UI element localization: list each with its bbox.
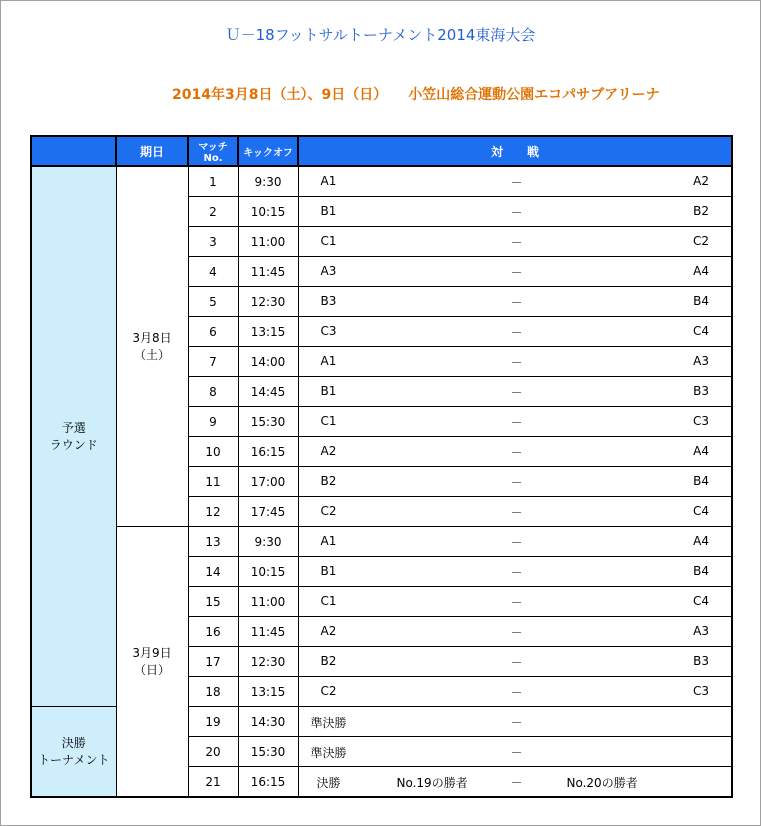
home-team: B2 [320,474,337,488]
away-team: A4 [693,264,709,278]
vs-dash: － [510,176,523,190]
kickoff-time: 11:00 [238,227,298,257]
home-team: B1 [320,384,337,398]
kickoff-time: 15:30 [238,737,298,767]
away-team: B4 [693,474,709,488]
kickoff-time: 14:00 [238,347,298,377]
away-team: C4 [692,594,709,608]
vs-dash: － [510,266,523,280]
vs-dash: － [510,326,523,340]
vs-dash: － [510,656,523,670]
match-number: 13 [188,527,238,557]
kickoff-time: 13:15 [238,677,298,707]
match-number: 19 [188,707,238,737]
schedule-table [30,135,733,798]
away-team: C2 [692,234,709,248]
away-team: B2 [693,204,709,218]
kickoff-time: 12:30 [238,647,298,677]
match-number: 15 [188,587,238,617]
match-pairing [298,407,732,437]
away-team: A4 [693,444,709,458]
vs-dash: － [510,476,523,490]
away-team: C3 [692,414,709,428]
kickoff-time: 10:15 [238,197,298,227]
kickoff-time: 17:45 [238,497,298,527]
kickoff-time: 17:00 [238,467,298,497]
vs-dash: － [510,296,523,310]
match-number: 5 [188,287,238,317]
section-label: ラウンド [49,437,98,452]
match-pairing [298,317,732,347]
header-date: 期日 [116,136,188,166]
home-team: C1 [320,234,337,248]
vs-dash: － [510,626,523,640]
round-label: 準決勝 [310,716,347,730]
match-number: 12 [188,497,238,527]
match-number: 3 [188,227,238,257]
kickoff-time: 13:15 [238,317,298,347]
home-team: A2 [320,624,337,638]
match-pairing [298,557,732,587]
home-team: B1 [320,204,337,218]
date-label: 3月9日 [132,645,172,660]
match-number: 20 [188,737,238,767]
kickoff-time: 14:45 [238,377,298,407]
kickoff-time: 16:15 [238,767,298,798]
date-label: 3月8日 [132,330,172,345]
vs-dash: － [510,566,523,580]
winner-left: No.19の勝者 [396,776,468,790]
header-corner-cell [31,136,116,166]
match-pairing [298,437,732,467]
match-pairing [298,377,732,407]
home-team: A1 [320,534,337,548]
away-team: A3 [693,354,709,368]
kickoff-time: 11:45 [238,617,298,647]
header-match: 対 戦 [298,136,732,166]
vs-dash: － [510,506,523,520]
match-pairing [298,467,732,497]
header-row [31,136,732,166]
home-team: C2 [320,684,337,698]
event-subtitle: 2014年3月8日（土）、9日（日） 小笠山総合運動公園エコパサブアリーナ [172,87,660,103]
kickoff-time: 14:30 [238,707,298,737]
vs-dash: － [510,416,523,430]
match-pairing [298,257,732,287]
vs-dash: － [510,776,523,790]
vs-dash: － [510,536,523,550]
vs-dash: － [510,236,523,250]
kickoff-time: 12:30 [238,287,298,317]
away-team: C3 [692,684,709,698]
home-team: C1 [320,414,337,428]
match-number: 10 [188,437,238,467]
away-team: B4 [693,294,709,308]
match-pairing [298,677,732,707]
section-label: トーナメント [37,752,110,767]
match-pairing [298,166,732,197]
match-number: 17 [188,647,238,677]
vs-dash: － [510,686,523,700]
header-match-no: マッチNo. [188,136,238,166]
match-pairing [298,737,732,767]
away-team: A4 [693,534,709,548]
kickoff-time: 10:15 [238,557,298,587]
away-team: C4 [692,324,709,338]
vs-dash: － [510,206,523,220]
match-number: 11 [188,467,238,497]
vs-dash: － [510,356,523,370]
home-team: A1 [320,354,337,368]
match-pairing [298,587,732,617]
match-pairing [298,227,732,257]
home-team: C3 [320,324,337,338]
kickoff-time: 16:15 [238,437,298,467]
vs-dash: － [510,716,523,730]
match-number: 2 [188,197,238,227]
date-cell-day1 [116,166,188,527]
weekday-label: （日） [133,662,170,677]
match-number: 16 [188,617,238,647]
match-pairing [298,497,732,527]
match-number: 7 [188,347,238,377]
match-pairing [298,527,732,557]
kickoff-time: 11:45 [238,257,298,287]
match-pairing [298,707,732,737]
weekday-label: （土） [133,347,170,362]
away-team: B3 [693,654,709,668]
section-label: 予選 [61,420,86,435]
kickoff-time: 11:00 [238,587,298,617]
section-preliminary [31,166,116,707]
away-team: C4 [692,504,709,518]
away-team: B4 [693,564,709,578]
table-row [31,166,732,197]
page-title: Ｕ－18フットサルトーナメント2014東海大会 [225,26,536,44]
match-pairing [298,617,732,647]
home-team: A3 [320,264,337,278]
home-team: A1 [320,174,337,188]
vs-dash: － [510,596,523,610]
away-team: A3 [693,624,709,638]
match-pairing [298,287,732,317]
kickoff-time: 15:30 [238,407,298,437]
home-team: C2 [320,504,337,518]
vs-dash: － [510,746,523,760]
home-team: C1 [320,594,337,608]
match-number: 8 [188,377,238,407]
match-number: 4 [188,257,238,287]
winner-right: No.20の勝者 [566,776,638,790]
table-row [31,527,732,557]
match-number: 14 [188,557,238,587]
date-cell-day2 [116,527,188,798]
home-team: A2 [320,444,337,458]
away-team: B3 [693,384,709,398]
home-team: B3 [320,294,337,308]
home-team: B1 [320,564,337,578]
section-label: 決勝 [61,735,86,750]
match-pairing [298,347,732,377]
match-number: 21 [188,767,238,798]
round-label: 決勝 [316,776,341,790]
away-team: A2 [693,174,709,188]
vs-dash: － [510,386,523,400]
round-label: 準決勝 [310,746,347,760]
match-number: 9 [188,407,238,437]
kickoff-time: 9:30 [238,527,298,557]
kickoff-time: 9:30 [238,166,298,197]
match-pairing [298,197,732,227]
match-number: 6 [188,317,238,347]
match-number: 18 [188,677,238,707]
header-kickoff: キックオフ [238,136,298,166]
home-team: B2 [320,654,337,668]
vs-dash: － [510,446,523,460]
match-pairing [298,767,732,798]
match-number: 1 [188,166,238,197]
section-final [31,707,116,798]
match-pairing [298,647,732,677]
